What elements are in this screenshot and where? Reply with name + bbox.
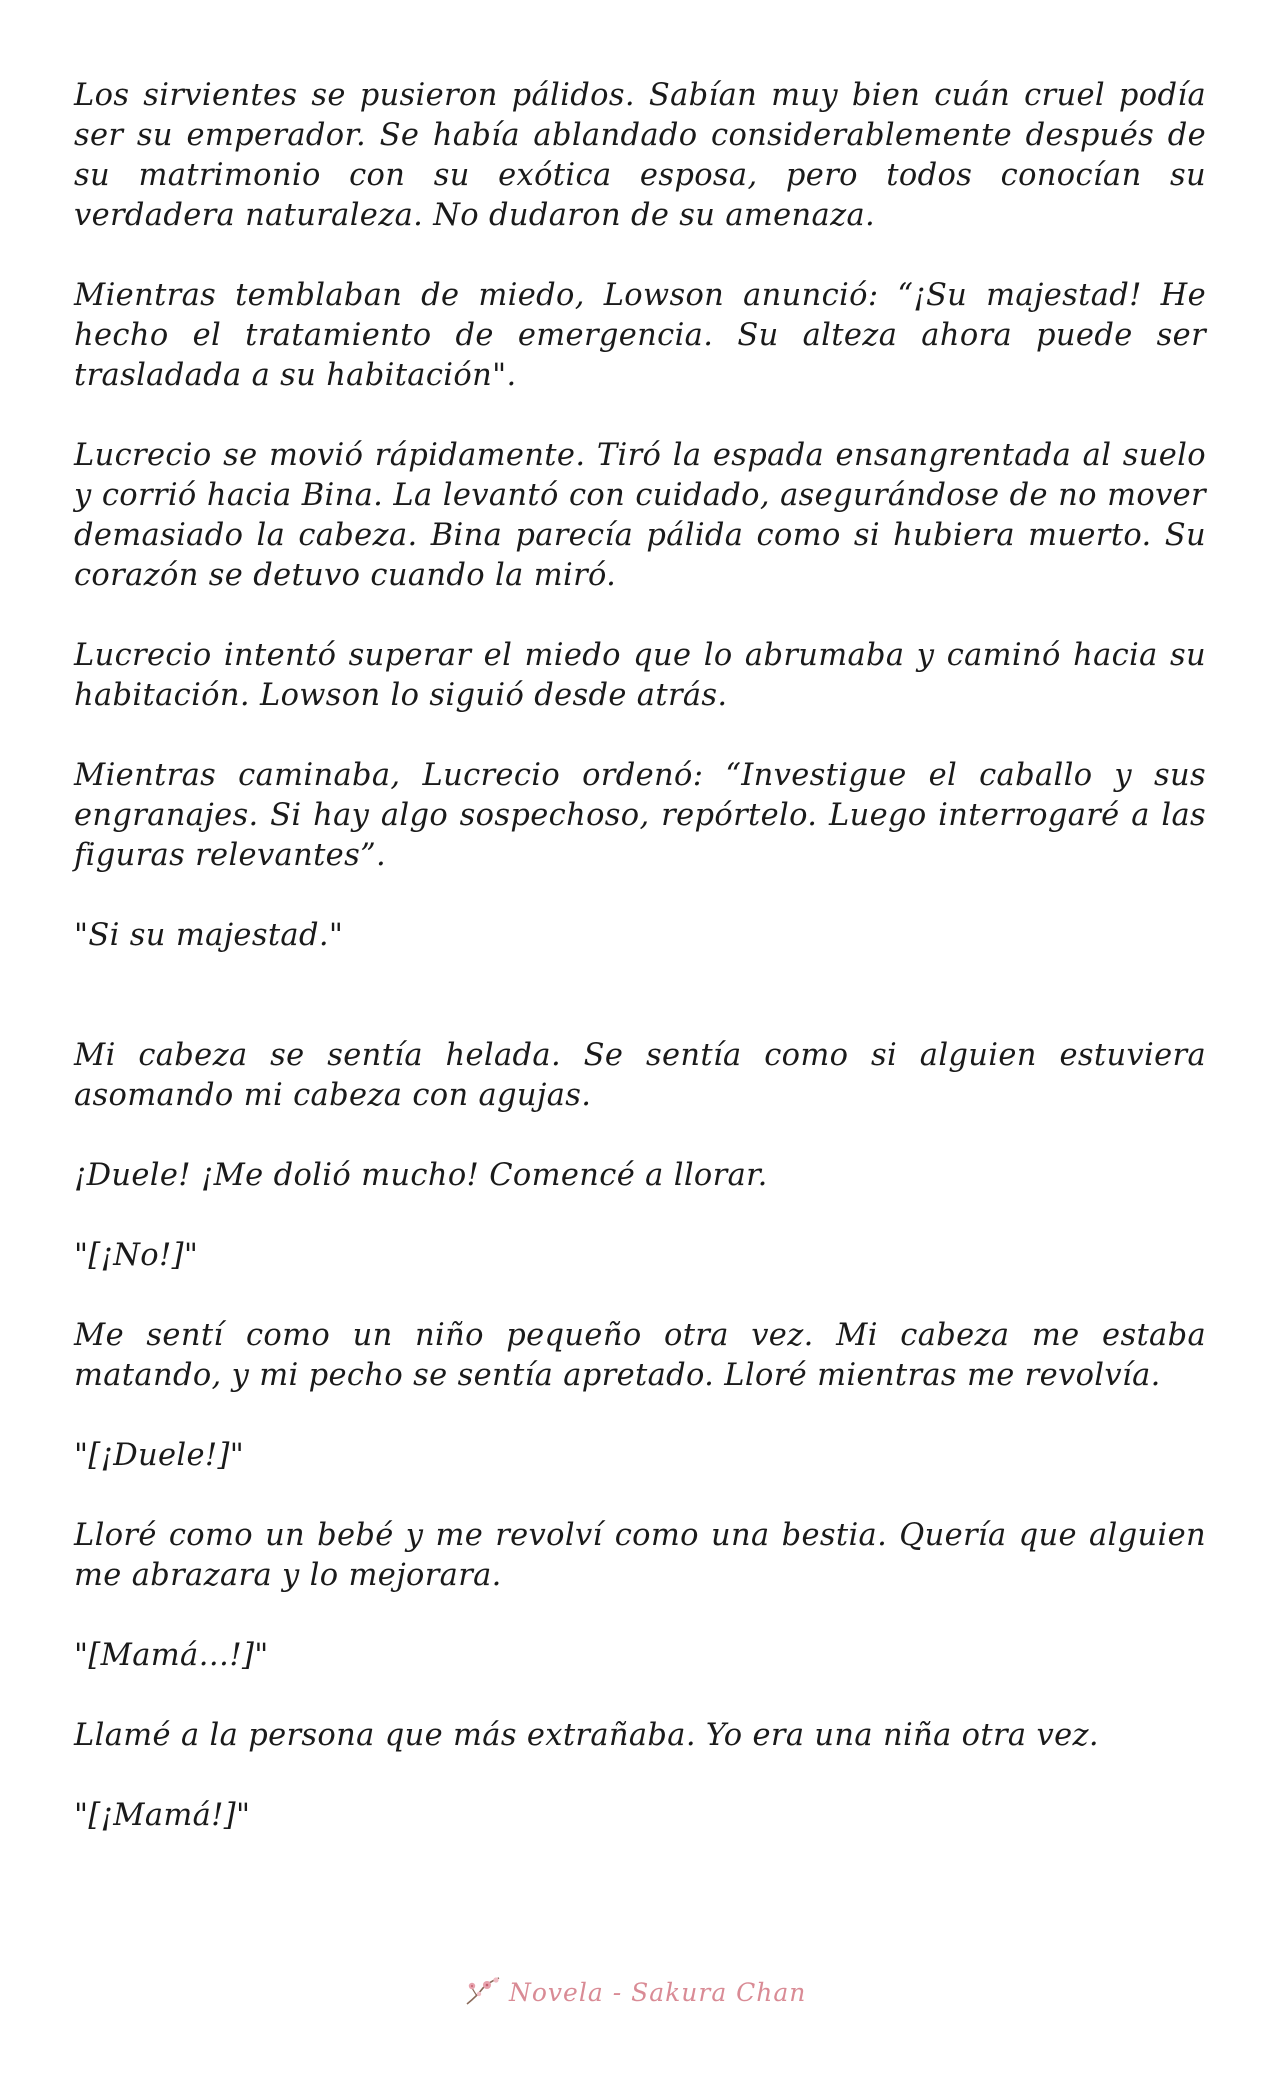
paragraph: "[¡Duele!]" (74, 1438, 245, 1473)
paragraph: Mi cabeza se sentía helada. Se sentía como si alguien estuviera asomando mi cabeza con agujas. (74, 1038, 1206, 1113)
paragraph: Los sirvientes se pusieron pálidos. Sabían muy bien cuán cruel podía ser su emperador. Se había ablandado considerablemente después de su matrimonio con su exótica esposa, pero todos conocían su verdadera naturaleza. No dudaron de su amenaza. (74, 78, 1206, 233)
paragraph: Mientras temblaban de miedo, Lowson anunció: “¡Su majestad! He hecho el tratamiento de emergencia. Su alteza ahora puede ser trasladada a su habitación". (74, 278, 1206, 393)
paragraph: "[¡Mamá!]" (74, 1798, 251, 1833)
section-break (74, 996, 1206, 1036)
document-body (74, 76, 1206, 1876)
paragraph: "[¡No!]" (74, 1238, 199, 1273)
paragraph: Me sentí como un niño pequeño otra vez. Mi cabeza me estaba matando, y mi pecho se sentía apretado. Lloré mientras me revolvía. (74, 1318, 1206, 1393)
sakura-branch-icon (463, 1974, 503, 2010)
paragraph: Mientras caminaba, Lucrecio ordenó: “Investigue el caballo y sus engranajes. Si hay algo sospechoso, repórtelo. Luego interrogaré a las figuras relevantes”. (74, 758, 1206, 873)
watermark-text: Novela - Sakura Chan (509, 1977, 807, 2007)
watermark (463, 1970, 843, 2014)
paragraph: Lucrecio se movió rápidamente. Tiró la espada ensangrentada al suelo y corrió hacia Bina. La levantó con cuidado, asegurándose de no mover demasiado la cabeza. Bina parecía pálida como si hubiera muerto. Su corazón se detuvo cuando la miró. (74, 438, 1206, 593)
paragraph: "[Mamá…!]" (74, 1638, 269, 1673)
paragraph: Lloré como un bebé y me revolví como una bestia. Quería que alguien me abrazara y lo mejorara. (74, 1518, 1206, 1593)
paragraph: ¡Duele! ¡Me dolió mucho! Comencé a llorar. (74, 1158, 768, 1193)
paragraph: "Si su majestad." (74, 918, 344, 953)
paragraph: Lucrecio intentó superar el miedo que lo abrumaba y caminó hacia su habitación. Lowson lo siguió desde atrás. (74, 638, 1206, 713)
paragraph: Llamé a la persona que más extrañaba. Yo era una niña otra vez. (74, 1718, 1099, 1753)
